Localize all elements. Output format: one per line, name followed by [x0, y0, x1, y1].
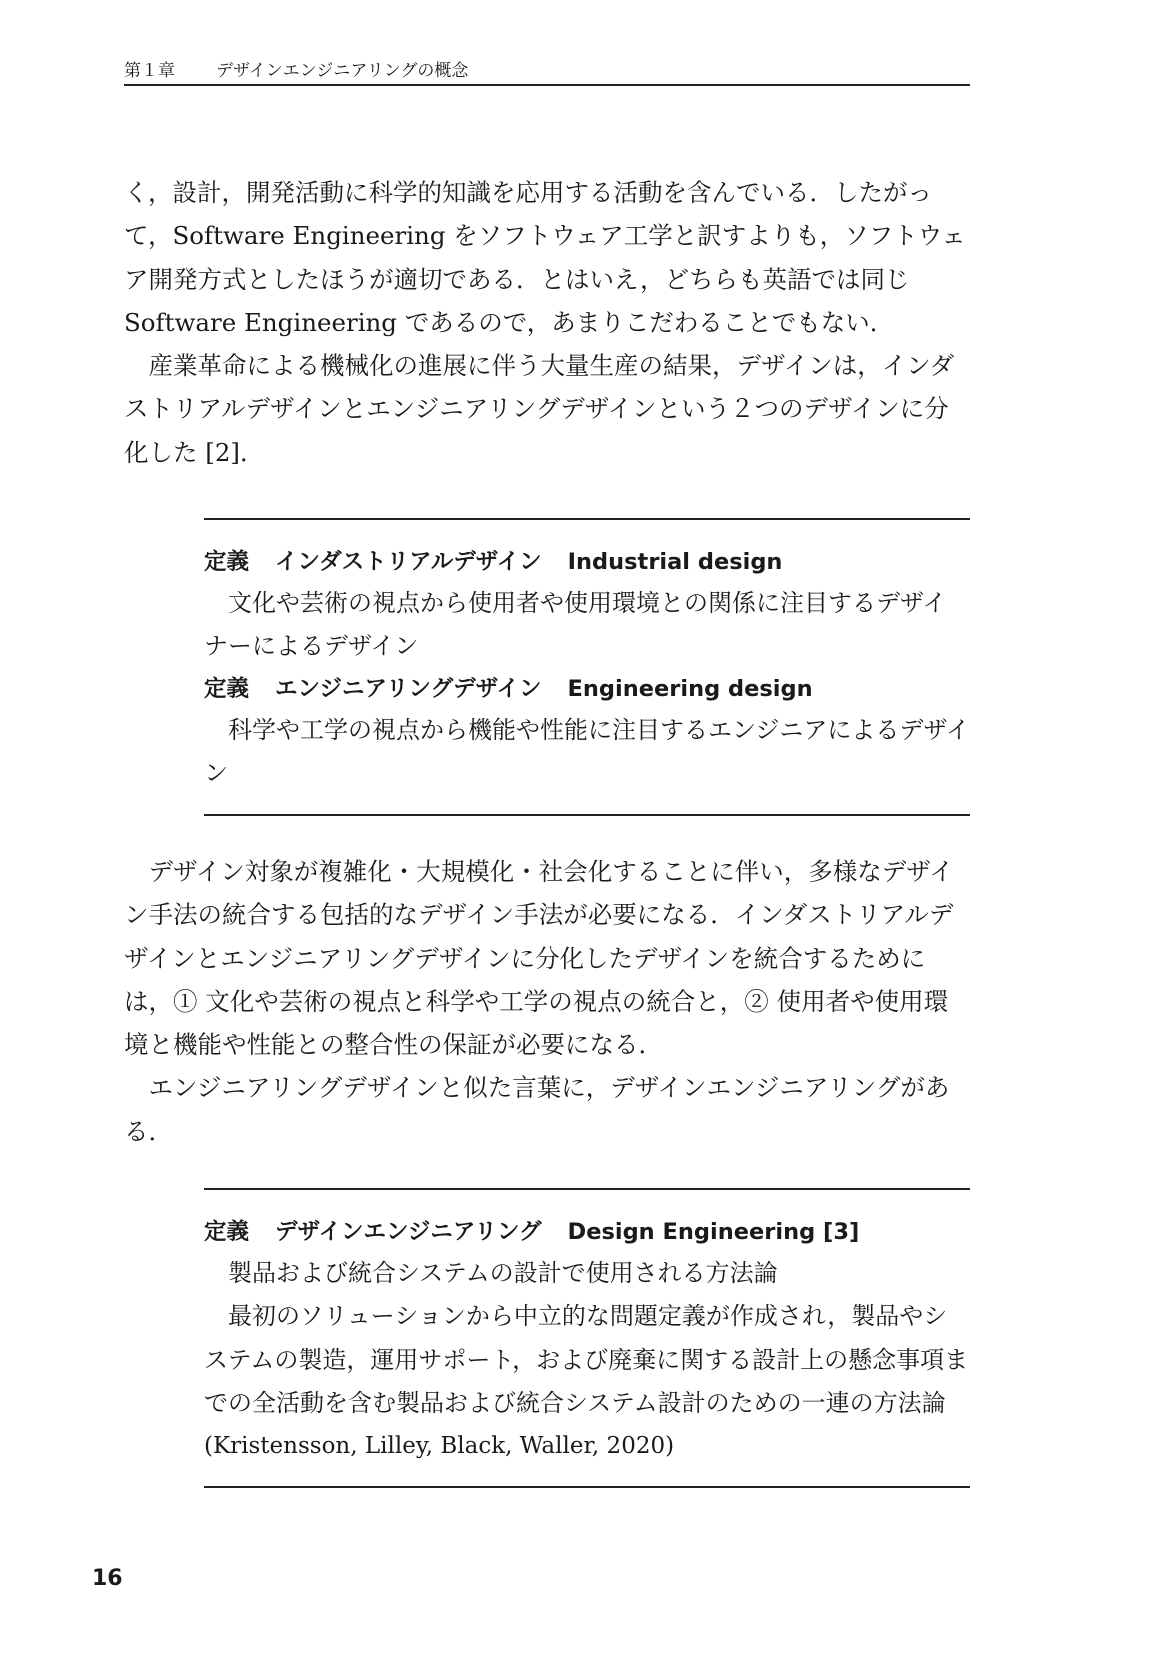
definition-body-summary: 製品および統合システムの設計で使用される方法論 — [228, 1259, 778, 1287]
middle-paragraph-1: デザイン対象が複雑化・大規模化・社会化することに伴い，多様なデザイン手法の統合する包括的なデザイン手法が必要になる．インダストリアルデザインとエンジニアリングデザインに分化したデザインを統合するためには，① 文化や芸術の視点と科学や工学の視点の統合と，② 使用者や使用環境と機能や性能との整合性の保証が必要になる． — [124, 857, 954, 1060]
chapter-title: デザインエンジニアリングの概念 — [216, 61, 469, 81]
definition-body-detail: 最初のソリューションから中立的な問題定義が作成され，製品やシステムの製造，運用サポート，および廃棄に関する設計上の懸念事項までの全活動を含む製品および統合システム設計のための一連の方法論 — [204, 1302, 969, 1417]
definition-body-engineering: 科学や工学の視点から機能や性能に注目するエンジニアによるデザイン — [204, 715, 970, 787]
page-number: 16 — [92, 1566, 123, 1591]
intro-paragraph-2: 産業革命による機械化の進展に伴う大量生産の結果，デザインは，インダストリアルデザインとエンジニアリングデザインという２つのデザインに分化した [2]． — [124, 351, 955, 467]
definition-english-term: Industrial design — [567, 549, 783, 575]
chapter-number: 第１章 — [124, 61, 175, 81]
middle-paragraph-2: エンジニアリングデザインと似た言葉に，デザインエンジニアリングがある． — [124, 1073, 950, 1146]
definition-box-2 — [204, 1188, 970, 1488]
definition-citation: (Kristensson, Lilley, Black, Waller, 2020) — [204, 1433, 675, 1460]
definition-term: デザインエンジニアリング — [275, 1219, 542, 1245]
definition-box-1 — [204, 518, 970, 816]
definition-label: 定義 — [204, 1219, 250, 1245]
definition-body-industrial: 文化や芸術の視点から使用者や使用環境との関係に注目するデザイナーによるデザイン — [204, 589, 947, 661]
definition-heading-industrial — [204, 542, 970, 582]
definition-term: エンジニアリングデザイン — [275, 675, 542, 702]
middle-section — [124, 850, 970, 1153]
definition-english-term: Design Engineering [3] — [567, 1219, 860, 1245]
running-header — [124, 54, 970, 86]
definition-heading-engineering — [204, 669, 970, 709]
definition-heading-design-engineering — [204, 1212, 970, 1252]
definition-english-term: Engineering design — [567, 675, 813, 702]
definition-label: 定義 — [204, 675, 250, 702]
definition-label: 定義 — [204, 549, 250, 575]
intro-paragraph-1: く，設計，開発活動に科学的知識を応用する活動を含んでいる．したがって，Software Engineering をソフトウェア工学と訳すよりも，ソフトウェア開発方式としたほうが適切である．とはいえ，どちらも英語では同じ Software Engineering であるので，あまりこだわることでもない． — [124, 178, 966, 337]
intro-section — [124, 171, 970, 474]
definition-term: インダストリアルデザイン — [275, 549, 542, 575]
